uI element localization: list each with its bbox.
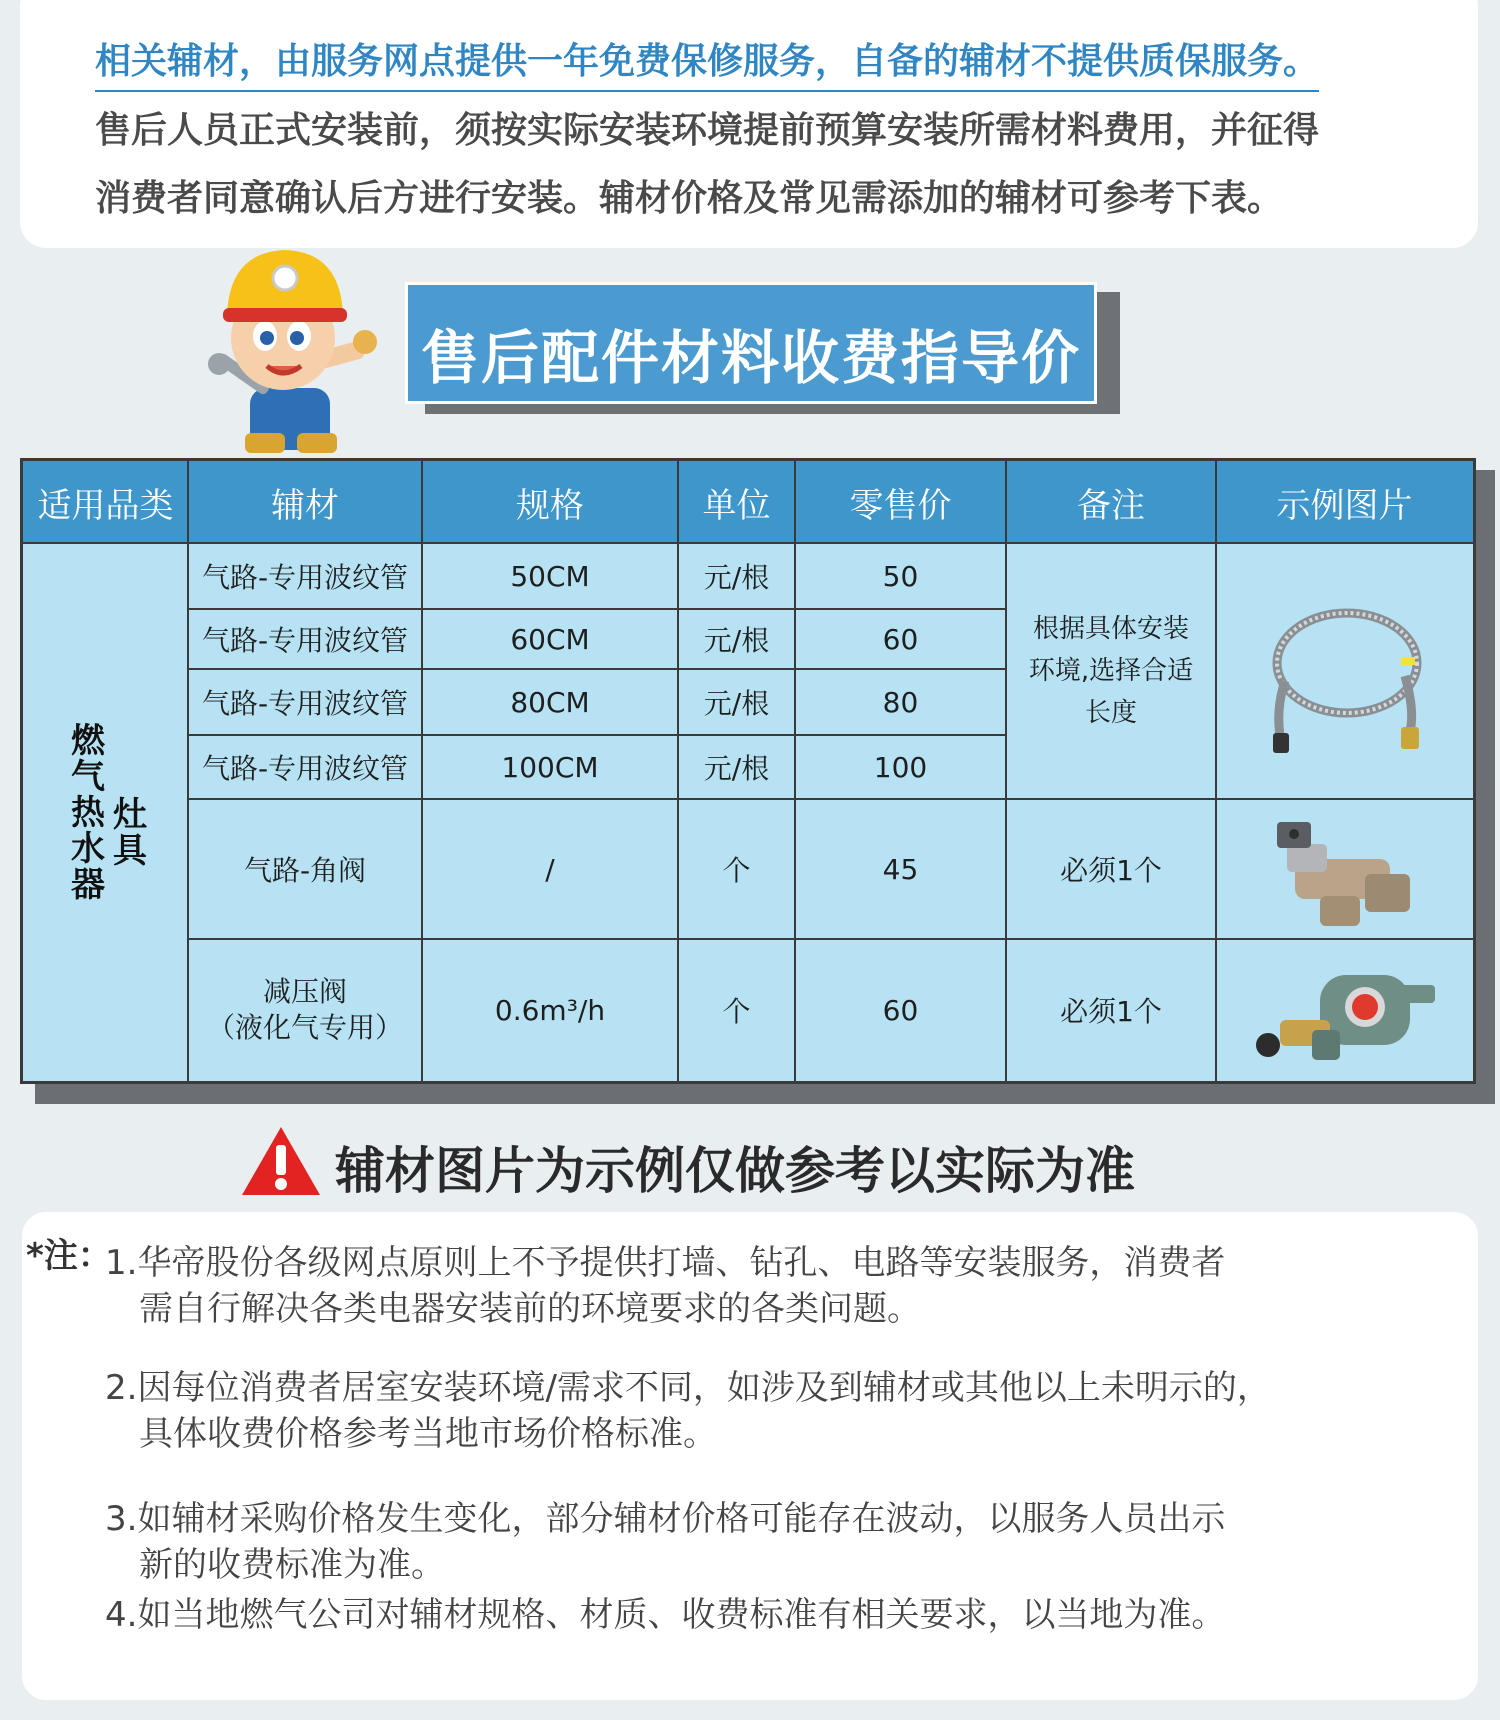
grid-line [1215,461,1217,1081]
hose-note-line-1: 根据具体安装 [1032,614,1189,644]
hose-image [1216,543,1473,799]
grid-line [187,461,189,1081]
row5-price: 45 [882,852,919,886]
row6-price: 60 [882,993,919,1027]
worker-mascot-image [205,238,380,460]
note-1-line-1: 1.华帝股份各级网点原则上不予提供打墙、钻孔、电路等安装服务，消费者 [105,1243,1226,1283]
warning-text: 辅材图片为示例仅做参考以实际为准 [335,1142,1135,1200]
note-3-line-1: 3.如辅材采购价格发生变化，部分辅材价格可能存在波动，以服务人员出示 [105,1499,1226,1539]
notes-label: *注： [26,1236,112,1276]
grid-line [188,798,1473,800]
row3-material: 气路-专用波纹管 [201,687,409,720]
grid-line [421,461,423,1081]
hose-note-cell [1006,543,1216,799]
row4-unit: 元/根 [703,752,770,785]
note-3-line-2: 新的收费标准为准。 [139,1545,445,1585]
note-item-2 [105,1365,1405,1457]
banner-title: 售后配件材料收费指导价 [420,324,1081,392]
row3-spec: 80CM [510,685,590,719]
row6-note: 必须1个 [1060,995,1162,1028]
header-category: 适用品类 [23,461,188,543]
warning-banner [240,1125,1240,1205]
row2-price: 60 [882,622,919,656]
header-unit: 单位 [678,461,795,543]
note-4-line-1: 4.如当地燃气公司对辅材规格、材质、收费标准有相关要求，以当地为准。 [105,1595,1226,1635]
row4-spec: 100CM [501,750,599,784]
row6-material-line-1: 减压阀 [262,975,347,1008]
note-item-3 [105,1496,1405,1588]
row6-material-line-2: （液化气专用） [206,1011,403,1044]
grid-line [188,668,1006,670]
grid-line [23,542,1473,544]
row6-spec: 0.6m³/h [494,993,606,1027]
intro-text-line-1: 售后人员正式安装前，须按实际安装环境提前预算安装所需材料费用，并征得 [95,110,1320,151]
row6-material [188,939,422,1081]
note-item-4 [105,1592,1405,1638]
category-gas-water-heater: 燃气热水器 [64,722,105,902]
row1-unit: 元/根 [703,561,770,594]
row1-spec: 50CM [510,559,590,593]
row2-unit: 元/根 [703,624,770,657]
hose-note-line-3: 长度 [1084,698,1137,728]
intro-highlight-text: 相关辅材，由服务网点提供一年免费保修服务，自备的辅材不提供质保服务。 [95,38,1319,92]
row5-note: 必须1个 [1060,854,1162,887]
row4-material: 气路-专用波纹管 [201,752,409,785]
row1-price: 50 [882,559,919,593]
category-stove: 灶具 [106,796,147,868]
header-note: 备注 [1006,461,1216,543]
header-material: 辅材 [188,461,422,543]
header-spec: 规格 [422,461,678,543]
hose-note-line-2: 环境,选择合适 [1028,656,1194,686]
price-table [20,458,1476,1084]
grid-line [188,608,1006,610]
title-banner [405,282,1097,404]
header-price: 零售价 [795,461,1006,543]
category-cell [23,543,188,1081]
row3-unit: 元/根 [703,687,770,720]
note-2-line-1: 2.因每位消费者居室安装环境/需求不同，如涉及到辅材或其他以上未明示的， [105,1368,1271,1408]
row5-material: 气路-角阀 [243,854,367,887]
row2-spec: 60CM [510,622,590,656]
warning-icon [240,1125,322,1197]
intro-text-line-2: 消费者同意确认后方进行安装。辅材价格及常见需添加的辅材可参考下表。 [95,178,1284,219]
pressure-regulator-image [1216,939,1473,1081]
angle-valve-image [1216,799,1473,939]
row4-price: 100 [873,750,928,784]
note-2-line-2: 具体收费价格参考当地市场价格标准。 [139,1414,717,1454]
grid-line [1005,461,1007,1081]
row5-spec: / [545,852,555,886]
grid-line [188,938,1473,940]
row1-material: 气路-专用波纹管 [201,561,409,594]
grid-line [188,734,1006,736]
grid-line [677,461,679,1081]
note-1-line-2: 需自行解决各类电器安装前的环境要求的各类问题。 [139,1289,921,1329]
note-item-1 [105,1240,1405,1332]
grid-line [794,461,796,1081]
header-image: 示例图片 [1216,461,1473,543]
row5-unit: 个 [722,854,751,887]
row3-price: 80 [882,685,919,719]
row2-material: 气路-专用波纹管 [201,624,409,657]
row6-unit: 个 [722,995,751,1028]
